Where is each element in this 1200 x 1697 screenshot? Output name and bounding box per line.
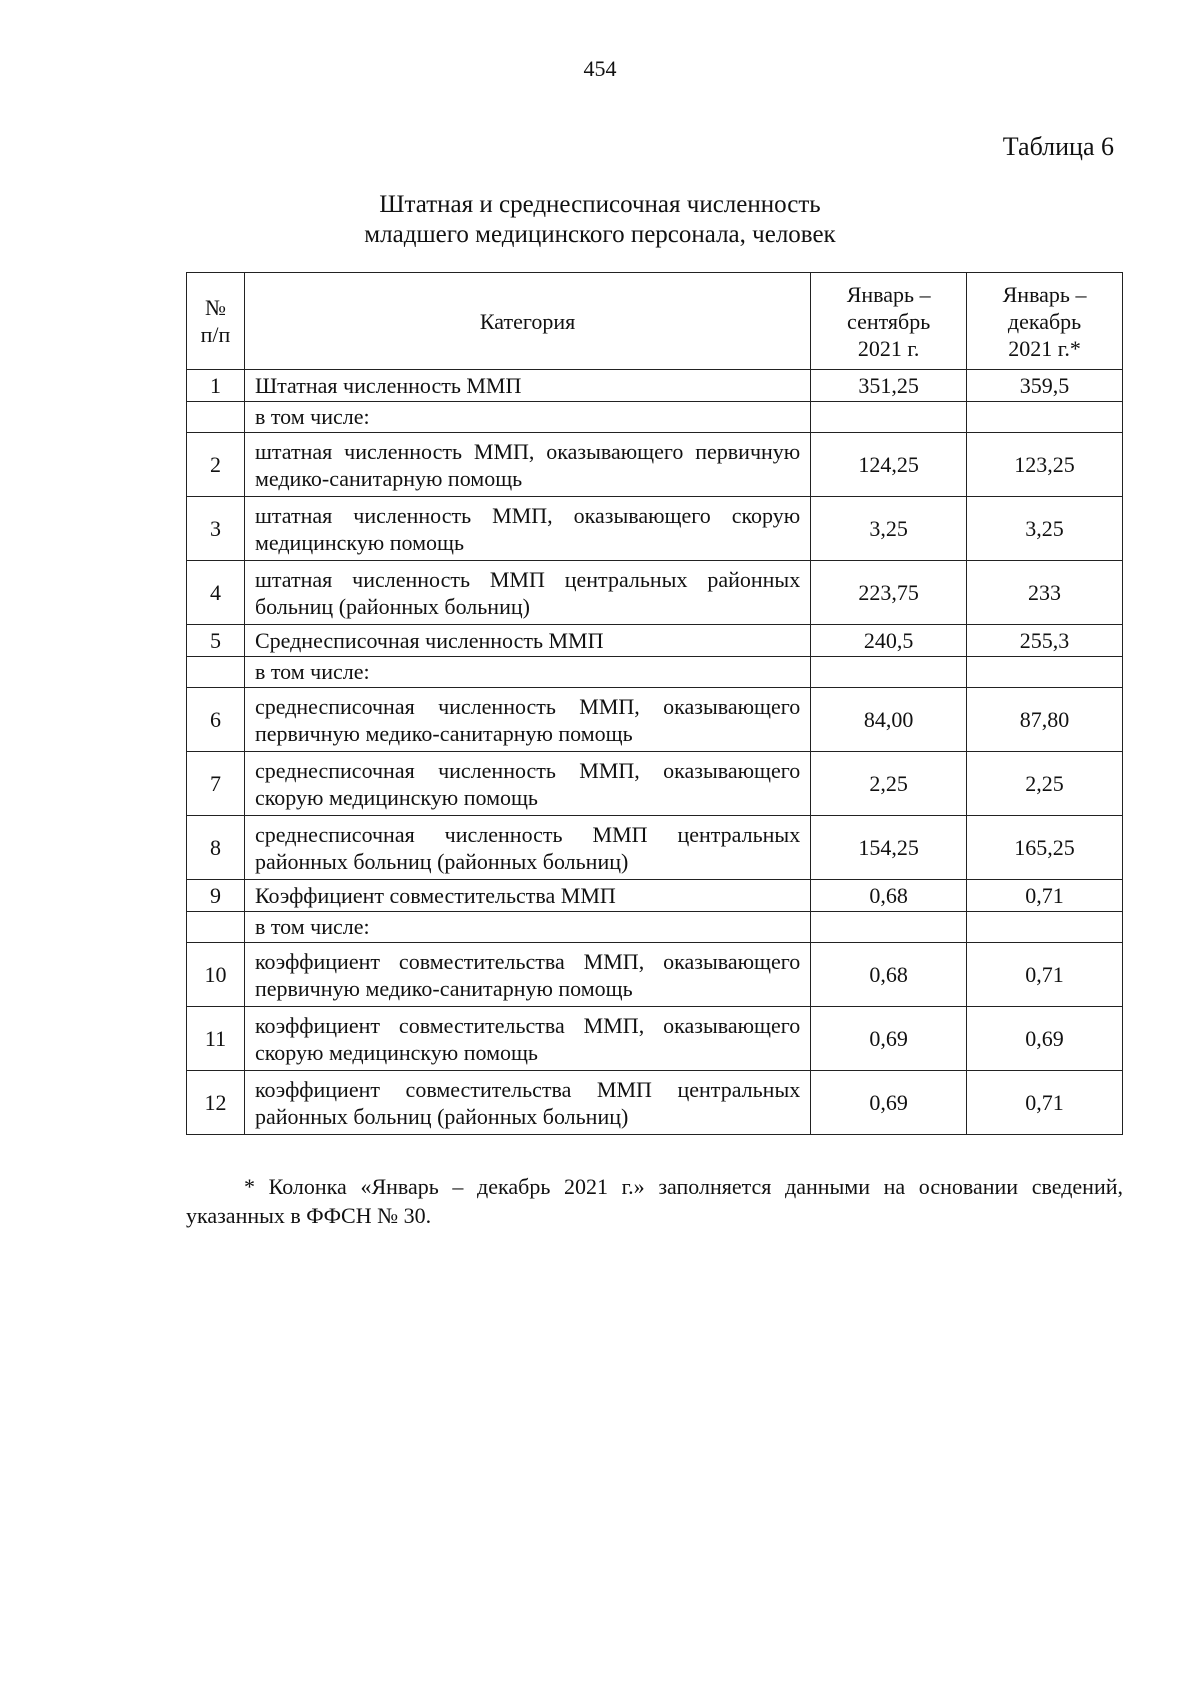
table-row	[187, 370, 1123, 402]
row-value-jan-sep: 351,25	[811, 370, 967, 402]
table-header-row	[187, 273, 1123, 370]
table-row	[187, 1007, 1123, 1071]
row-number: 6	[187, 688, 245, 752]
header-jan-sep-line-3: 2021 г.	[857, 335, 920, 361]
row-value-jan-sep: 0,69	[811, 1071, 967, 1135]
row-value-jan-dec	[967, 657, 1123, 688]
header-number-line-2: п/п	[200, 322, 231, 347]
row-value-jan-dec: 0,69	[967, 1007, 1123, 1071]
row-number	[187, 912, 245, 943]
row-number: 10	[187, 943, 245, 1007]
header-jan-dec-line-2: декабрь	[1007, 308, 1082, 334]
table-row	[187, 625, 1123, 657]
row-value-jan-dec: 165,25	[967, 816, 1123, 880]
table-row	[187, 497, 1123, 561]
row-value-jan-sep: 0,68	[811, 943, 967, 1007]
row-number	[187, 402, 245, 433]
row-number: 4	[187, 561, 245, 625]
header-number	[187, 273, 245, 370]
title-line-1: Штатная и среднесписочная численность	[379, 191, 821, 218]
row-value-jan-dec: 2,25	[967, 752, 1123, 816]
row-value-jan-dec: 87,80	[967, 688, 1123, 752]
row-value-jan-sep: 0,69	[811, 1007, 967, 1071]
table-row	[187, 943, 1123, 1007]
row-number: 2	[187, 433, 245, 497]
row-number: 12	[187, 1071, 245, 1135]
table-row	[187, 816, 1123, 880]
table-row	[187, 880, 1123, 912]
row-value-jan-dec	[967, 912, 1123, 943]
row-category: коэффициент совместительства ММП, оказывающего скорую медицинскую помощь	[244, 1007, 810, 1071]
header-number-line-1: №	[204, 295, 226, 320]
row-value-jan-sep: 2,25	[811, 752, 967, 816]
header-jan-sep	[811, 273, 967, 370]
row-value-jan-dec: 0,71	[967, 943, 1123, 1007]
page-number: 454	[583, 56, 617, 81]
row-value-jan-sep: 154,25	[811, 816, 967, 880]
row-value-jan-sep	[811, 657, 967, 688]
row-number: 11	[187, 1007, 245, 1071]
row-category: Коэффициент совместительства ММП	[244, 880, 810, 912]
table-row	[187, 402, 1123, 433]
row-value-jan-dec: 255,3	[967, 625, 1123, 657]
header-jan-dec-line-3: 2021 г.*	[1008, 335, 1081, 361]
header-jan-sep-line-2: сентябрь	[847, 308, 931, 334]
table-row	[187, 688, 1123, 752]
row-category: Среднесписочная численность ММП	[244, 625, 810, 657]
row-category: среднесписочная численность ММП, оказывающего первичную медико-санитарную помощь	[244, 688, 810, 752]
table-row	[187, 752, 1123, 816]
row-value-jan-sep: 3,25	[811, 497, 967, 561]
row-value-jan-sep: 0,68	[811, 880, 967, 912]
table-row	[187, 657, 1123, 688]
row-number	[187, 657, 245, 688]
row-category: штатная численность ММП, оказывающего первичную медико-санитарную помощь	[244, 433, 810, 497]
document-title	[0, 190, 1200, 250]
row-value-jan-dec: 0,71	[967, 880, 1123, 912]
row-value-jan-sep	[811, 402, 967, 433]
row-value-jan-dec: 359,5	[967, 370, 1123, 402]
header-jan-dec-line-1: Январь –	[1002, 281, 1087, 307]
row-number: 1	[187, 370, 245, 402]
row-category: в том числе:	[244, 402, 810, 433]
row-number: 7	[187, 752, 245, 816]
row-category: среднесписочная численность ММП центральных районных больниц (районных больниц)	[244, 816, 810, 880]
table-row	[187, 561, 1123, 625]
row-value-jan-sep: 124,25	[811, 433, 967, 497]
row-category: Штатная численность ММП	[244, 370, 810, 402]
row-number: 3	[187, 497, 245, 561]
row-category: коэффициент совместительства ММП, оказывающего первичную медико-санитарную помощь	[244, 943, 810, 1007]
table-row	[187, 912, 1123, 943]
title-line-2: младшего медицинского персонала, человек	[364, 221, 836, 248]
row-category: коэффициент совместительства ММП центральных районных больниц (районных больниц)	[244, 1071, 810, 1135]
header-jan-dec	[967, 273, 1123, 370]
row-value-jan-dec	[967, 402, 1123, 433]
row-number: 5	[187, 625, 245, 657]
row-value-jan-dec: 123,25	[967, 433, 1123, 497]
row-number: 9	[187, 880, 245, 912]
row-value-jan-sep	[811, 912, 967, 943]
row-category: в том числе:	[244, 657, 810, 688]
row-number: 8	[187, 816, 245, 880]
row-value-jan-sep: 240,5	[811, 625, 967, 657]
row-value-jan-dec: 233	[967, 561, 1123, 625]
footnote: * Колонка «Январь – декабрь 2021 г.» заполняется данными на основании сведений, указанных в ФФСН № 30.	[186, 1174, 1123, 1228]
table-label: Таблица 6	[1002, 132, 1114, 161]
row-category: в том числе:	[244, 912, 810, 943]
table-row	[187, 433, 1123, 497]
table-row	[187, 1071, 1123, 1135]
staffing-table	[186, 272, 1123, 1135]
row-category: среднесписочная численность ММП, оказывающего скорую медицинскую помощь	[244, 752, 810, 816]
header-category: Категория	[244, 273, 810, 370]
row-value-jan-dec: 3,25	[967, 497, 1123, 561]
row-value-jan-sep: 84,00	[811, 688, 967, 752]
row-category: штатная численность ММП, оказывающего скорую медицинскую помощь	[244, 497, 810, 561]
row-category: штатная численность ММП центральных районных больниц (районных больниц)	[244, 561, 810, 625]
row-value-jan-dec: 0,71	[967, 1071, 1123, 1135]
row-value-jan-sep: 223,75	[811, 561, 967, 625]
header-jan-sep-line-1: Январь –	[846, 281, 931, 307]
